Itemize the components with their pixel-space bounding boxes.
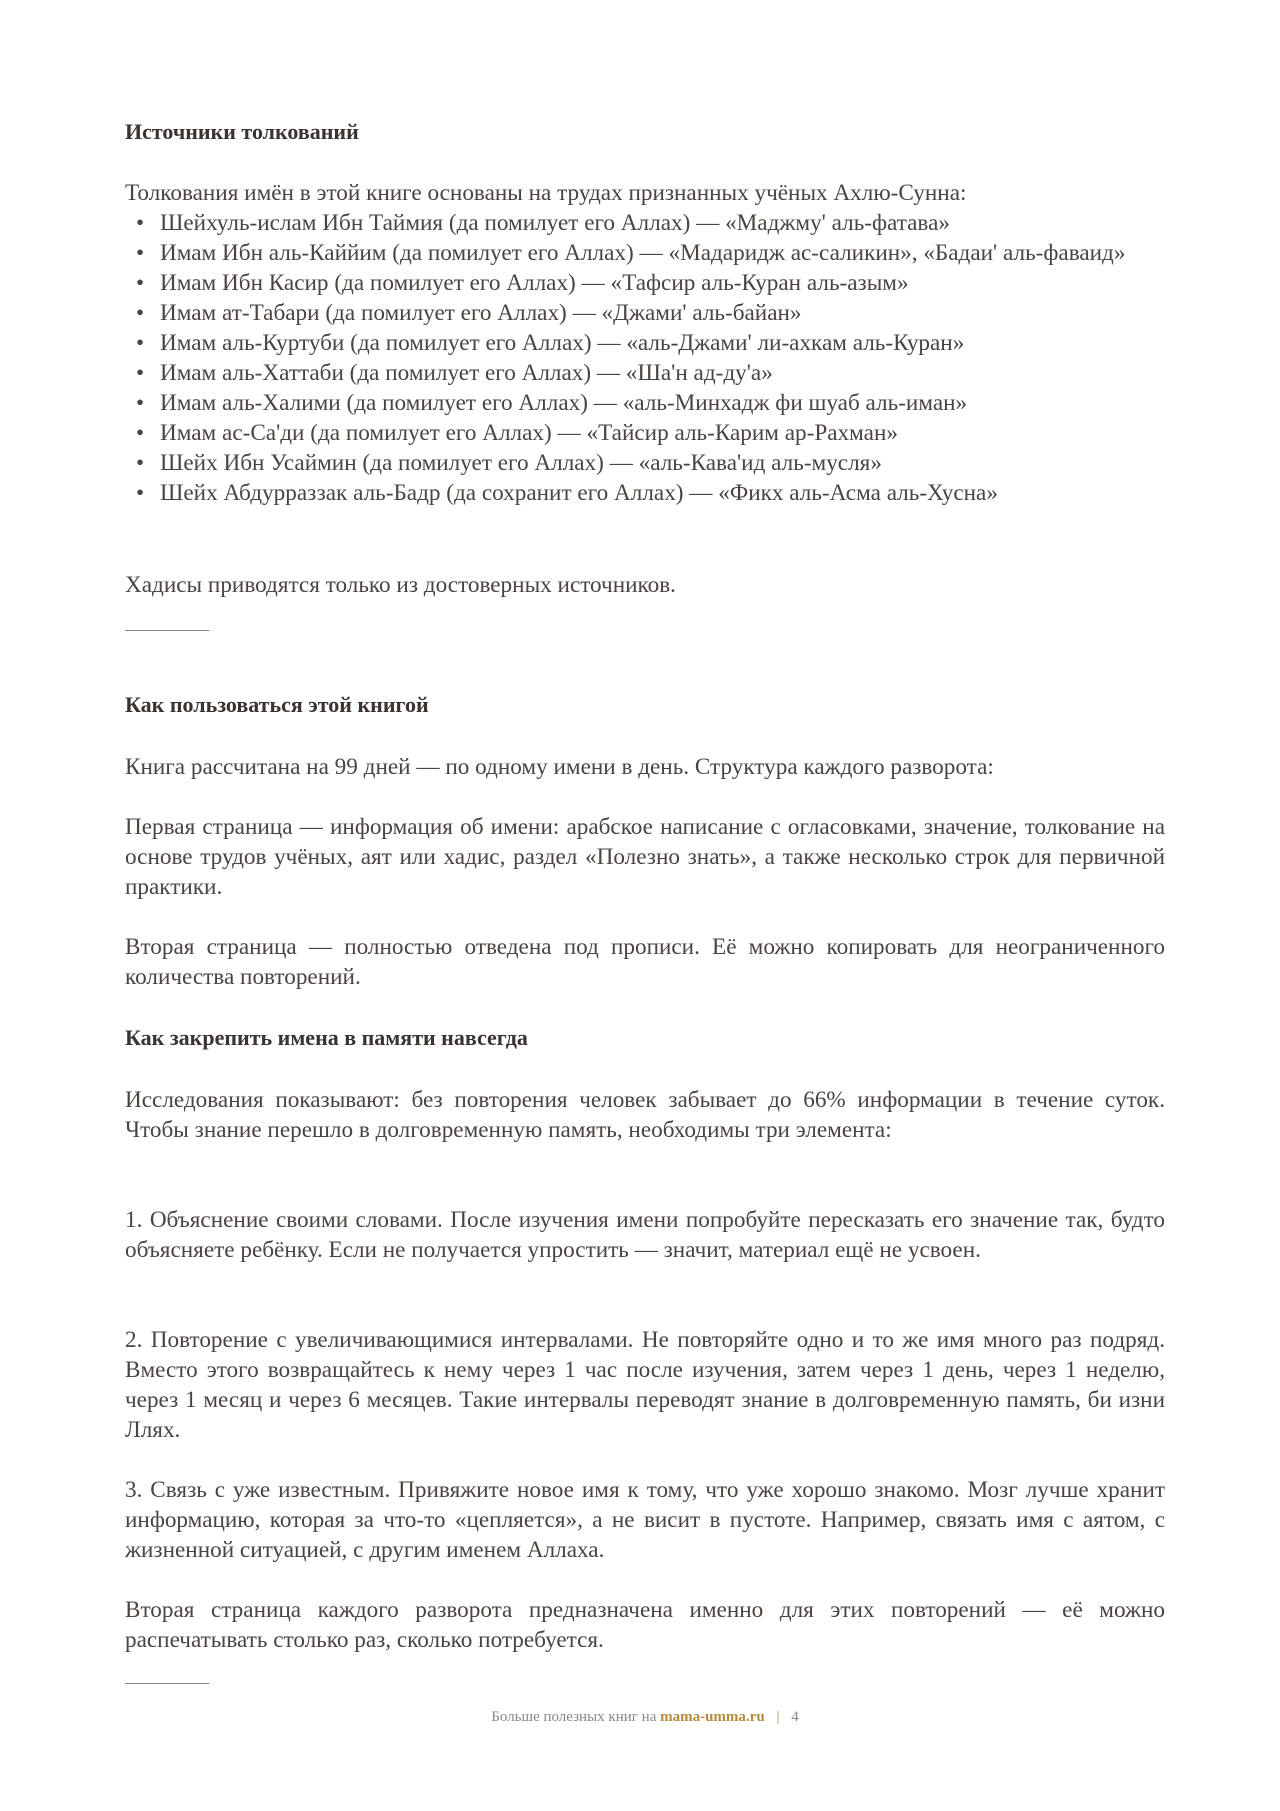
section-heading-sources: Источники толкований [125, 119, 359, 144]
sources-list [125, 208, 1165, 508]
source-item: • Шейхуль-ислам Ибн Таймия (да помилует его Аллах) — «Маджму' аль-фатава» [125, 208, 1165, 238]
document-page [125, 0, 1165, 1811]
source-item: • Имам Ибн Касир (да помилует его Аллах) — «Тафсир аль-Куран аль-азым» [125, 268, 1165, 298]
source-item: • Имам ас-Са'ди (да помилует его Аллах) — «Тайсир аль-Карим ар-Рахман» [125, 418, 1165, 448]
section-divider [125, 630, 209, 631]
source-item: • Имам аль-Хаттаби (да помилует его Аллах) — «Ша'н ад-ду'а» [125, 358, 1165, 388]
footer-separator: | [776, 1709, 780, 1725]
hadith-note: Хадисы приводятся только из достоверных источников. [125, 572, 676, 598]
usage-paragraph-1: Книга рассчитана на 99 дней — по одному имени в день. Структура каждого разворота: [125, 754, 994, 780]
memory-paragraph-2: 1. Объяснение своими словами. После изучения имени попробуйте пересказать его значение так, будто объясняете ребёнку. Если не получается упростить — значит, материал ещё не усвоен. [125, 1207, 1165, 1263]
footer-divider [125, 1683, 209, 1684]
memory-paragraph-4: 3. Связь с уже известным. Привяжите новое имя к тому, что уже хорошо знакомо. Мозг лучше хранит информацию, которая за что-то «цепляется», а не висит в пустоте. Например, связать имя с аятом, с жизненной ситуацией, с другим именем Аллаха. [125, 1477, 1165, 1563]
source-item: • Имам аль-Куртуби (да помилует его Аллах) — «аль-Джами' ли-ахкам аль-Куран» [125, 328, 1165, 358]
source-item: • Имам Ибн аль-Каййим (да помилует его Аллах) — «Мадаридж ас-саликин», «Бадаи' аль-фаваид» [125, 238, 1165, 268]
section-heading-usage: Как пользоваться этой книгой [125, 692, 429, 717]
usage-paragraph-2: Первая страница — информация об имени: арабское написание с огласовками, значение, толкование на основе трудов учёных, аят или хадис, раздел «Полезно знать», а также несколько строк для первичной практики. [125, 814, 1165, 900]
usage-paragraph-3: Вторая страница — полностью отведена под прописи. Её можно копировать для неограниченного количества повторений. [125, 934, 1165, 990]
section-heading-memory: Как закрепить имена в памяти навсегда [125, 1025, 528, 1050]
sources-intro: Толкования имён в этой книге основаны на трудах признанных учёных Ахлю-Сунна: [125, 180, 967, 206]
memory-paragraph-5: Вторая страница каждого разворота предназначена именно для этих повторений — её можно распечатывать столько раз, сколько потребуется. [125, 1597, 1165, 1653]
source-item: • Имам аль-Халими (да помилует его Аллах) — «аль-Минхадж фи шуаб аль-иман» [125, 388, 1165, 418]
page-footer [125, 1709, 1165, 1726]
memory-paragraph-3: 2. Повторение с увеличивающимися интервалами. Не повторяйте одно и то же имя много раз подряд. Вместо этого возвращайтесь к нему через 1 час после изучения, затем через 1 день, через 1 неделю, через 1 месяц и через 6 месяцев. Такие интервалы переводят знание в долговременную память, би изни Ллях. [125, 1327, 1165, 1443]
footer-text: Больше полезных книг на [491, 1709, 657, 1725]
page-number: 4 [791, 1709, 799, 1725]
source-item: • Шейх Ибн Усаймин (да помилует его Аллах) — «аль-Кава'ид аль-мусля» [125, 448, 1165, 478]
memory-paragraph-1: Исследования показывают: без повторения человек забывает до 66% информации в течение суток. Чтобы знание перешло в долговременную память, необходимы три элемента: [125, 1087, 1165, 1143]
footer-site-link[interactable]: mama-umma.ru [660, 1709, 765, 1725]
source-item: • Имам ат-Табари (да помилует его Аллах) — «Джами' аль-байан» [125, 298, 1165, 328]
source-item: • Шейх Абдурраззак аль-Бадр (да сохранит его Аллах) — «Фикх аль-Асма аль-Хусна» [125, 478, 1165, 508]
